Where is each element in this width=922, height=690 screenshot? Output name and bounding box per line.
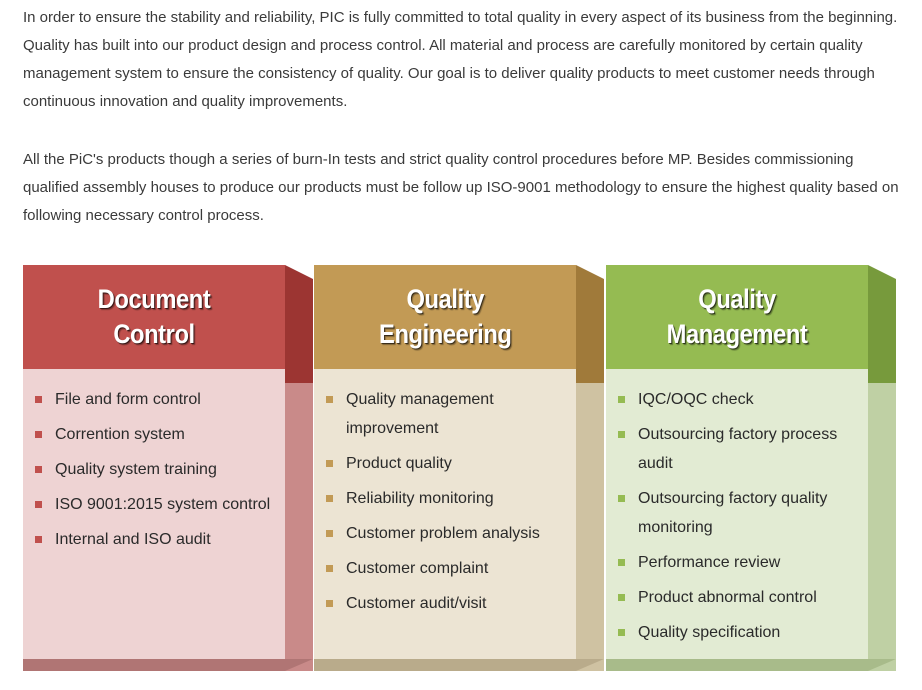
list-item: Outsourcing factory process audit — [616, 420, 856, 478]
box-bottom — [606, 659, 896, 671]
box-title-line1: Quality — [698, 284, 776, 314]
list-item: Product abnormal control — [616, 583, 856, 612]
list-item: Quality specification — [616, 618, 856, 647]
square-bullet-icon — [326, 460, 333, 467]
square-bullet-icon — [618, 559, 625, 566]
list-item: Corrention system — [33, 420, 273, 449]
square-bullet-icon — [326, 565, 333, 572]
square-bullet-icon — [35, 466, 42, 473]
list-item: Reliability monitoring — [324, 484, 564, 513]
quality-engineering-box — [314, 265, 576, 671]
box-bottom — [314, 659, 604, 671]
box-title-line1: Quality — [406, 284, 484, 314]
box-item-list — [314, 369, 576, 618]
square-bullet-icon — [326, 396, 333, 403]
box-bottom — [23, 659, 313, 671]
intro-paragraph-1: In order to ensure the stability and reliability, PIC is fully committed to total quality in every aspect of its business from the beginning. Quality has built into our product design and process control. All material and process are carefully monitored by certain quality management system to ensure the consistency of quality. Our goal is to deliver quality products to meet customer needs through continuous innovation and quality improvements. — [23, 9, 898, 110]
box-header — [314, 265, 576, 369]
square-bullet-icon — [618, 431, 625, 438]
box-side — [285, 265, 313, 671]
box-header — [606, 265, 868, 369]
list-item: Internal and ISO audit — [33, 525, 273, 554]
box-body — [314, 369, 576, 659]
box-item-list — [23, 369, 285, 554]
square-bullet-icon — [35, 501, 42, 508]
box-body — [606, 369, 868, 659]
list-item: Quality system training — [33, 455, 273, 484]
box-title-line2: Management — [666, 319, 808, 349]
box-title-line2: Engineering — [378, 319, 512, 349]
intro-text — [23, 4, 903, 260]
square-bullet-icon — [618, 594, 625, 601]
square-bullet-icon — [326, 495, 333, 502]
square-bullet-icon — [618, 629, 625, 636]
square-bullet-icon — [35, 396, 42, 403]
square-bullet-icon — [35, 431, 42, 438]
list-item: Product quality — [324, 449, 564, 478]
document-control-box — [23, 265, 285, 671]
intro-paragraph-2: All the PiC's products though a series of burn-In tests and strict quality control procedures before MP. Besides commissioning qualified assembly houses to produce our products must be follow up ISO-9001 methodology to ensure the highest quality based on following necessary control process. — [23, 151, 899, 224]
box-side — [576, 265, 604, 671]
square-bullet-icon — [618, 495, 625, 502]
box-header — [23, 265, 285, 369]
list-item: Quality management improvement — [324, 385, 564, 443]
list-item: File and form control — [33, 385, 273, 414]
box-body — [23, 369, 285, 659]
box-item-list — [606, 369, 868, 647]
list-item: Customer problem analysis — [324, 519, 564, 548]
square-bullet-icon — [618, 396, 625, 403]
list-item: IQC/OQC check — [616, 385, 856, 414]
list-item: Outsourcing factory quality monitoring — [616, 484, 856, 542]
list-item: Performance review — [616, 548, 856, 577]
square-bullet-icon — [35, 536, 42, 543]
box-title-line1: Document — [97, 284, 211, 314]
list-item: Customer complaint — [324, 554, 564, 583]
square-bullet-icon — [326, 600, 333, 607]
quality-management-box — [606, 265, 868, 671]
list-item: ISO 9001:2015 system control — [33, 490, 273, 519]
square-bullet-icon — [326, 530, 333, 537]
box-title-line2: Control — [113, 319, 195, 349]
list-item: Customer audit/visit — [324, 589, 564, 618]
box-side — [868, 265, 896, 671]
